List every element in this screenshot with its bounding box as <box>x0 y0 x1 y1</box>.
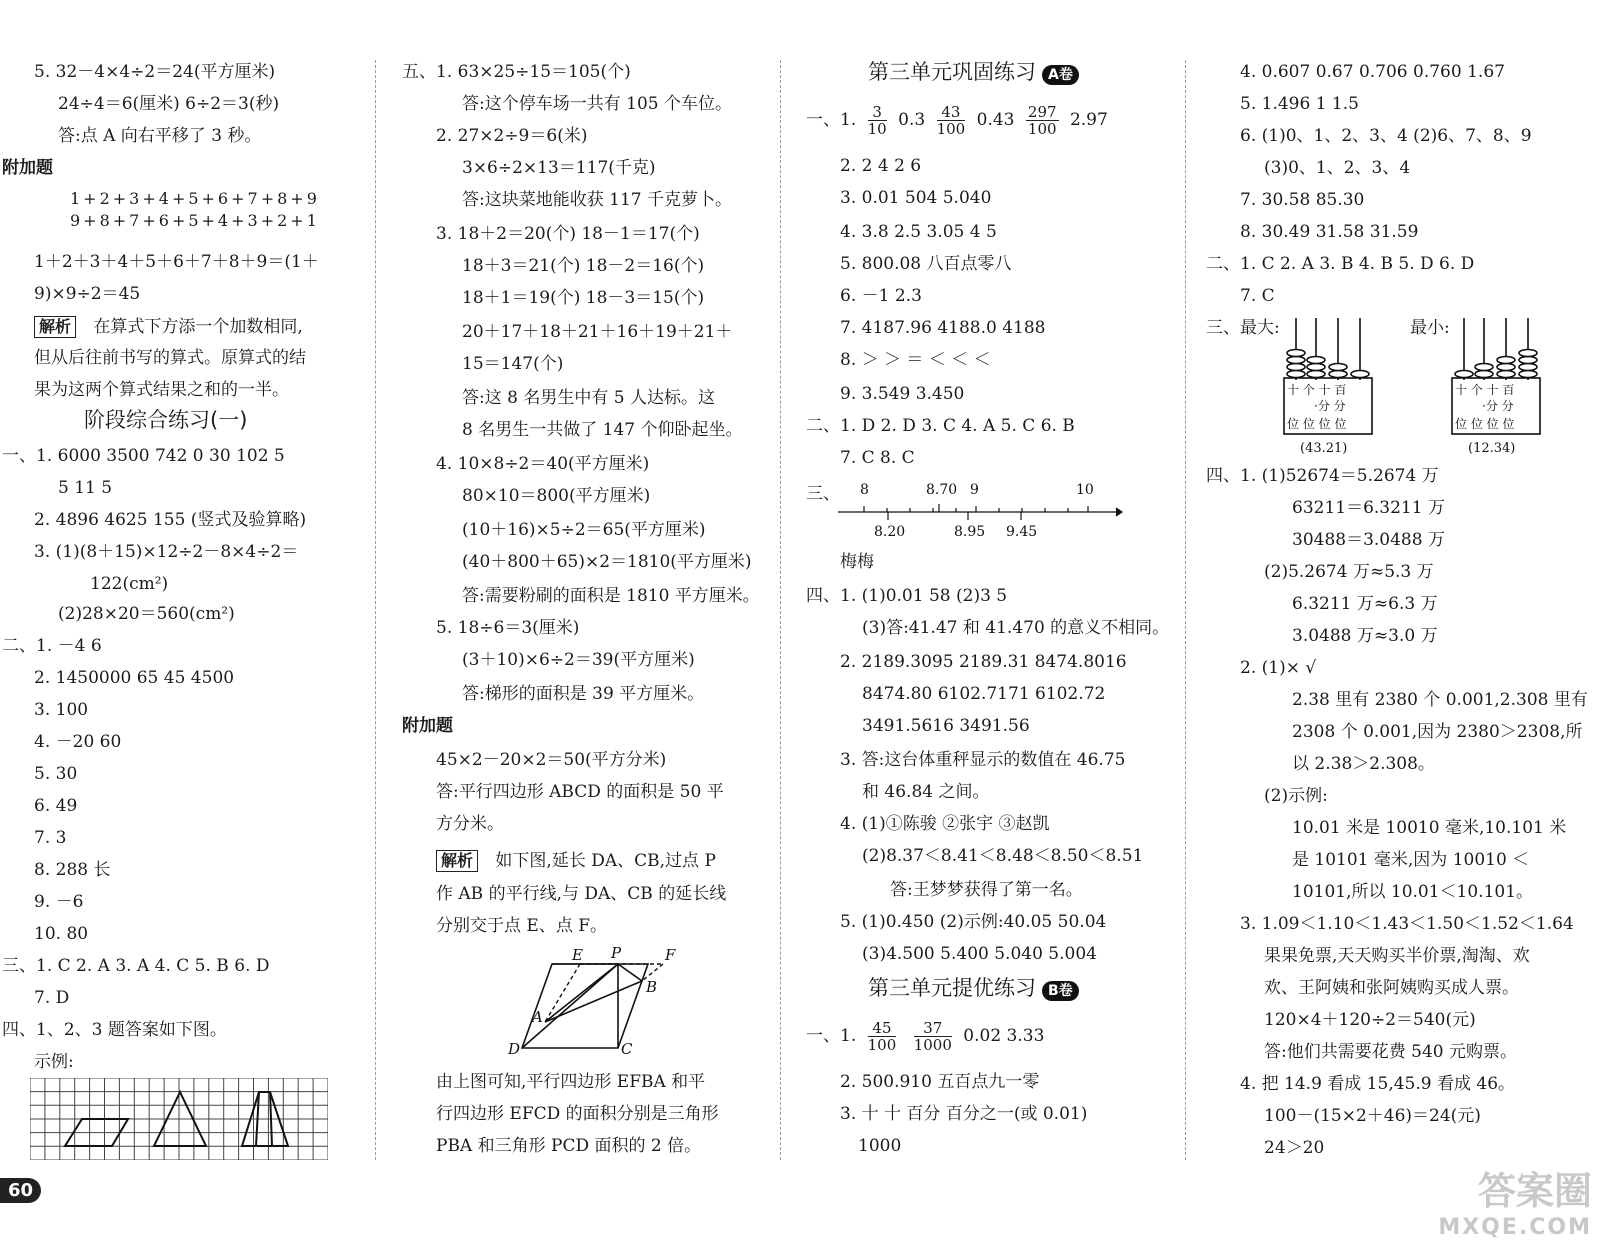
point-label: P <box>611 944 622 962</box>
answer-line: 以 2.38＞2.308。 <box>1292 754 1435 774</box>
abacus-max <box>1282 314 1374 456</box>
tick-label: 10 <box>1076 482 1094 498</box>
answer-line: 二、1. －4 6 <box>2 636 102 656</box>
fraction: $\frac{3}{10}$ <box>867 103 887 138</box>
answer-line <box>806 100 1108 140</box>
abacus-position: 位 位 位 位 <box>1287 417 1347 431</box>
grid-figure <box>30 1078 328 1160</box>
answer-line: 2. 27×2÷9＝6(米) <box>436 126 588 146</box>
answer-line: 7. 3 <box>34 828 67 848</box>
point-label: B <box>646 978 658 996</box>
geometry-figure <box>500 944 700 1056</box>
question-number: 一、1. <box>806 1026 857 1046</box>
point-label: A <box>532 1008 543 1026</box>
number-line <box>836 478 1126 544</box>
answer-line: 3. 0.01 504 5.040 <box>840 188 992 208</box>
answer-line: 6. (1)0、1、2、3、4 (2)6、7、8、9 <box>1240 126 1532 146</box>
answer-line: 5. 18÷6＝3(厘米) <box>436 618 580 638</box>
answer-line: 果果免票,天天购买半价票,淘淘、欢 <box>1264 946 1530 966</box>
answer-line: 4. 0.607 0.67 0.706 0.760 1.67 <box>1240 62 1505 82</box>
analysis-line: 分别交于点 E、点 F。 <box>436 916 608 936</box>
answer-line: 2. 2 4 2 6 <box>840 156 922 176</box>
answer-line: 63211＝6.3211 万 <box>1292 498 1445 518</box>
answer-line: 答:这块菜地能收获 117 千克萝卜。 <box>462 190 732 210</box>
answer-line: (2)28×20＝560(cm²) <box>58 604 235 624</box>
answer-line: 10101,所以 10.01＜10.101。 <box>1292 882 1534 902</box>
page-number: 60 <box>0 1178 41 1203</box>
answer-line: (2)示例: <box>1264 786 1328 806</box>
answer-line: 答:这个停车场一共有 105 个车位。 <box>462 94 732 114</box>
question-number: 一、1. <box>806 110 857 130</box>
answer-line: 4. －20 60 <box>34 732 122 752</box>
fraction: $\frac{37}{1000}$ <box>913 1019 952 1054</box>
answer-value: 0.43 <box>976 110 1015 130</box>
analysis-line: 但从后往前书写的算式。原算式的结 <box>34 348 306 368</box>
analysis-line: 果为这两个算式结果之和的一半。 <box>34 380 289 400</box>
section-title <box>868 62 1079 85</box>
answer-line: 欢、王阿姨和张阿姨购买成人票。 <box>1264 978 1519 998</box>
answer-line: (3)0、1、2、3、4 <box>1264 158 1411 178</box>
abacus-heading: 十 个 十 百 <box>1287 383 1347 397</box>
answer-line: 10.01 米是 10010 毫米,10.101 米 <box>1292 818 1567 838</box>
answer-line: 24＞20 <box>1264 1138 1325 1158</box>
answer-line: 6.3211 万≈6.3 万 <box>1292 594 1438 614</box>
answer-value: 0.02 3.33 <box>963 1026 1045 1046</box>
watermark-logo <box>1438 1160 1592 1240</box>
answer-line: 答:需要粉刷的面积是 1810 平方厘米。 <box>462 586 760 606</box>
section-title-text: 第三单元巩固练习 <box>868 60 1036 84</box>
answer-line: 方分米。 <box>436 814 504 834</box>
answer-line: 5. 800.08 八百点零八 <box>840 254 1012 274</box>
answer-line: 3. 18＋2＝20(个) 18－1＝17(个) <box>436 224 700 244</box>
answer-line: 6. －1 2.3 <box>840 286 922 306</box>
answer-line: 答:平行四边形 ABCD 的面积是 50 平 <box>436 782 724 802</box>
answer-line: 7. 4187.96 4188.0 4188 <box>840 318 1046 338</box>
answer-line: 3×6÷2×13＝117(千克) <box>462 158 656 178</box>
analysis-line <box>34 316 303 338</box>
answer-line: (3)答:41.47 和 41.470 的意义不相同。 <box>862 618 1170 638</box>
answer-line: 答:这 8 名男生中有 5 人达标。这 <box>462 388 715 408</box>
answer-line: (40＋800＋65)×2＝1810(平方厘米) <box>462 552 752 572</box>
answer-line: 3. (1)(8＋15)×12÷2－8×4÷2＝ <box>34 542 299 562</box>
answer-line: 7. C 8. C <box>840 448 915 468</box>
answer-line: 18＋3＝21(个) 18－2＝16(个) <box>462 256 705 276</box>
answer-line: 9. －6 <box>34 892 84 912</box>
column-separator <box>375 60 376 1160</box>
answer-line: 梅梅 <box>840 552 874 572</box>
answer-line: 8. ＞ ＞ ＝ ＜ ＜ ＜ <box>840 350 991 370</box>
answer-line: 2. 4896 4625 155 (竖式及验算略) <box>34 510 307 530</box>
answer-line: 一、1. 6000 3500 742 0 30 102 5 <box>2 446 285 466</box>
fraction: $\frac{297}{100}$ <box>1027 103 1057 138</box>
answer-line: 4. 10×8÷2＝40(平方厘米) <box>436 454 650 474</box>
tick-label: 8 <box>860 482 869 498</box>
section-title <box>868 978 1079 1001</box>
answer-line: 4. 3.8 2.5 3.05 4 5 <box>840 222 997 242</box>
answer-line: 5. (1)0.450 (2)示例:40.05 50.04 <box>840 912 1107 932</box>
answer-line: 7. 30.58 85.30 <box>1240 190 1365 210</box>
answer-line: 3. 答:这台体重秤显示的数值在 46.75 <box>840 750 1126 770</box>
answer-line: 答:他们共需要花费 540 元购票。 <box>1264 1042 1517 1062</box>
tick-label: 9 <box>970 482 979 498</box>
analysis-line: 作 AB 的平行线,与 DA、CB 的延长线 <box>436 884 727 904</box>
circle-pairs-bottom: 9+8+7+6+5+4+3+2+1 <box>70 211 320 230</box>
answer-line: 行四边形 EFCD 的面积分别是三角形 <box>436 1104 719 1124</box>
abacus-position: 位 位 位 位 <box>1455 417 1515 431</box>
answer-line: 3491.5616 3491.56 <box>862 716 1030 736</box>
answer-line: 18＋1＝19(个) 18－3＝15(个) <box>462 288 705 308</box>
fraction: $\frac{43}{100}$ <box>936 103 966 138</box>
answer-line: 2. 1450000 65 45 4500 <box>34 668 235 688</box>
answer-value: 0.3 <box>898 110 926 130</box>
answer-line: 四、1、2、3 题答案如下图。 <box>2 1020 227 1040</box>
circle-pairs-diagram <box>70 188 320 232</box>
analysis-tag: 解析 <box>34 316 76 338</box>
answer-line: 5. 32－4×4÷2＝24(平方厘米) <box>34 62 276 82</box>
answer-line: 2.38 里有 2380 个 0.001,2.308 里有 <box>1292 690 1588 710</box>
answer-line: 3.0488 万≈3.0 万 <box>1292 626 1438 646</box>
answer-line: 20＋17＋18＋21＋16＋19＋21＋ <box>462 322 733 342</box>
answer-line: 8 名男生一共做了 147 个仰卧起坐。 <box>462 420 743 440</box>
answer-line: 1000 <box>858 1136 902 1156</box>
answer-line: 3. 1.09＜1.10＜1.43＜1.50＜1.52＜1.64 <box>1240 914 1574 934</box>
abacus-heading: ·分 分 <box>1482 399 1514 413</box>
analysis-line <box>436 850 716 872</box>
question-number: 三、 <box>806 484 840 504</box>
answer-line: 四、1. (1)52674＝5.2674 万 <box>1206 466 1439 486</box>
abacus-value: (43.21) <box>1300 441 1348 456</box>
answer-line: 三、1. C 2. A 3. A 4. C 5. B 6. D <box>2 956 270 976</box>
answer-line: 4. (1)①陈骏 ②张宇 ③赵凯 <box>840 814 1050 834</box>
answer-line <box>806 1016 1044 1056</box>
watermark-url: MXQE.COM <box>1438 1215 1592 1240</box>
column-separator <box>1185 60 1186 1160</box>
abacus-value: (12.34) <box>1468 441 1516 456</box>
answer-line: 和 46.84 之间。 <box>862 782 990 802</box>
answer-line: (3)4.500 5.400 5.040 5.004 <box>862 944 1097 964</box>
answer-line: 答:王梦梦获得了第一名。 <box>890 880 1083 900</box>
analysis-tag: 解析 <box>436 850 478 872</box>
answer-line: 答:点 A 向右平移了 3 秒。 <box>58 126 262 146</box>
answer-line: 8474.80 6102.7171 6102.72 <box>862 684 1106 704</box>
answer-line: 5. 1.496 1 1.5 <box>1240 94 1359 114</box>
tick-label: 8.95 <box>954 524 986 540</box>
point-label: E <box>572 946 583 964</box>
answer-line: 由上图可知,平行四边形 EFBA 和平 <box>436 1072 706 1092</box>
circle-pairs-top: 1+2+3+4+5+6+7+8+9 <box>70 189 320 208</box>
answer-line: 示例: <box>34 1052 74 1072</box>
answer-line: 3. 十 十 百分 百分之一(或 0.01) <box>840 1104 1088 1124</box>
answer-line: 15＝147(个) <box>462 354 564 374</box>
answer-line: 五、1. 63×25÷15＝105(个) <box>402 62 631 82</box>
paper-badge: A卷 <box>1042 65 1079 85</box>
fraction: $\frac{45}{100}$ <box>867 1019 897 1054</box>
tick-label: 8.70 <box>926 482 958 498</box>
answer-line: 2308 个 0.001,因为 2380＞2308,所 <box>1292 722 1583 742</box>
answer-line: 5. 30 <box>34 764 78 784</box>
tick-label: 9.45 <box>1006 524 1038 540</box>
analysis-text: 在算式下方添一个加数相同, <box>93 317 303 337</box>
abacus-min-label: 最小: <box>1410 318 1450 338</box>
section-heading: 附加题 <box>2 158 53 178</box>
answer-line: (2)5.2674 万≈5.3 万 <box>1264 562 1434 582</box>
section-title-text: 第三单元提优练习 <box>868 976 1036 1000</box>
answer-line: 7. C <box>1240 286 1275 306</box>
answer-line: 7. D <box>34 988 70 1008</box>
answer-line: 45×2－20×2＝50(平方分米) <box>436 750 667 770</box>
section-title: 阶段综合练习(一) <box>84 408 248 432</box>
analysis-text: 如下图,延长 DA、CB,过点 P <box>495 851 716 871</box>
answer-line: 80×10＝800(平方厘米) <box>462 486 651 506</box>
answer-value: 2.97 <box>1069 110 1108 130</box>
answer-line: (10＋16)×5÷2＝65(平方厘米) <box>462 520 706 540</box>
answer-line: 24÷4＝6(厘米) 6÷2＝3(秒) <box>58 94 280 114</box>
answer-line: 100－(15×2＋46)＝24(元) <box>1264 1106 1481 1126</box>
answer-line: 4. 把 14.9 看成 15,45.9 看成 46。 <box>1240 1074 1516 1094</box>
answer-line: 2. 2189.3095 2189.31 8474.8016 <box>840 652 1127 672</box>
point-label: D <box>508 1040 521 1056</box>
answer-line: 二、1. D 2. D 3. C 4. A 5. C 6. B <box>806 416 1075 436</box>
tick-label: 8.20 <box>874 524 906 540</box>
answer-line: 1＋2＋3＋4＋5＋6＋7＋8＋9＝(1＋ <box>34 252 319 272</box>
question-number: 三、最大: <box>1206 318 1280 338</box>
column-separator <box>780 60 781 1160</box>
answer-line: 2. (1)× √ <box>1240 658 1317 678</box>
answer-line: 6. 49 <box>34 796 78 816</box>
answer-line: 8. 30.49 31.58 31.59 <box>1240 222 1419 242</box>
watermark-text: 答案圈 <box>1477 1169 1592 1213</box>
answer-line: (3＋10)×6÷2＝39(平方厘米) <box>462 650 695 670</box>
answer-line: 3. 100 <box>34 700 89 720</box>
paper-badge: B卷 <box>1042 981 1079 1001</box>
answer-line: 122(cm²) <box>90 574 169 594</box>
answer-line: 二、1. C 2. A 3. B 4. B 5. D 6. D <box>1206 254 1475 274</box>
answer-line: 9)×9÷2＝45 <box>34 284 141 304</box>
point-label: F <box>665 946 676 964</box>
answer-line: 答:梯形的面积是 39 平方厘米。 <box>462 684 705 704</box>
answer-line: 120×4＋120÷2＝540(元) <box>1264 1010 1476 1030</box>
answer-line: PBA 和三角形 PCD 面积的 2 倍。 <box>436 1136 702 1156</box>
abacus-min <box>1450 314 1542 456</box>
answer-line: 10. 80 <box>34 924 89 944</box>
point-label: C <box>621 1040 633 1056</box>
answer-line: 四、1. (1)0.01 58 (2)3 5 <box>806 586 1008 606</box>
answer-line: 30488＝3.0488 万 <box>1292 530 1445 550</box>
section-heading: 附加题 <box>402 716 453 736</box>
answer-line: 是 10101 毫米,因为 10010 ＜ <box>1292 850 1530 870</box>
answer-line: 8. 288 长 <box>34 860 111 880</box>
answer-line: 2. 500.910 五百点九一零 <box>840 1072 1040 1092</box>
abacus-heading: 十 个 十 百 <box>1455 383 1515 397</box>
answer-line: 5 11 5 <box>58 478 113 498</box>
answer-line: (2)8.37＜8.41＜8.48＜8.50＜8.51 <box>862 846 1144 866</box>
abacus-heading: ·分 分 <box>1314 399 1346 413</box>
answer-line: 9. 3.549 3.450 <box>840 384 965 404</box>
